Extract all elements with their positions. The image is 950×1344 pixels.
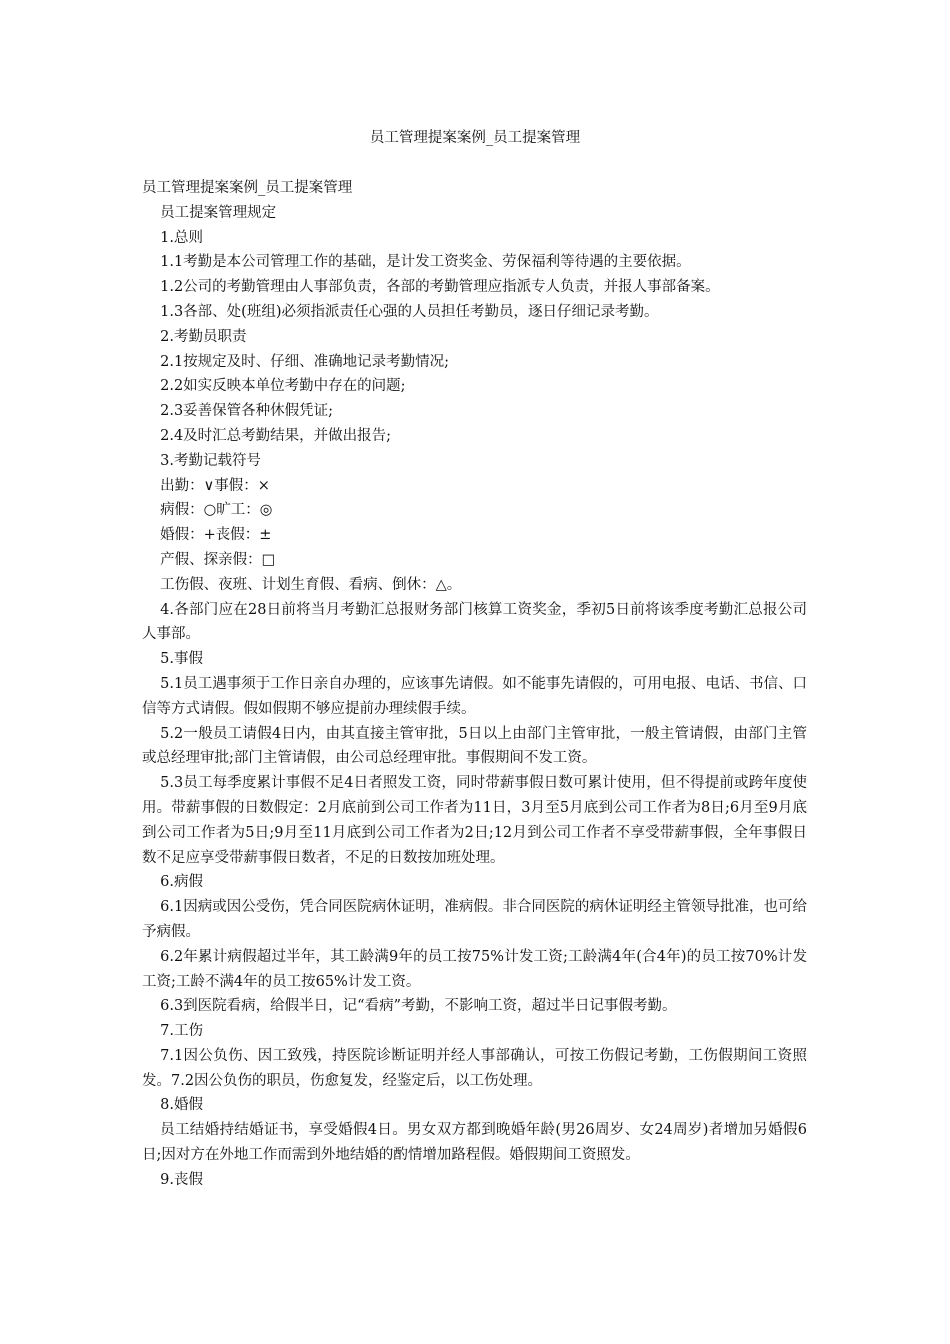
document-body <box>142 176 807 1193</box>
document-paragraph: 5.3员工每季度累计事假不足4日者照发工资，同时带薪事假日数可累计使用，但不得提前或跨年度使用。带薪事假的日数假定：2月底前到公司工作者为11日，3月至5月底到公司工作者为8日;6月至9月底到公司工作者为5日;9月至11月底到公司工作者为2日;12月到公司工作者不享受带薪事假，全年事假日数不足应享受带薪事假日数者，不足的日数按加班处理。 <box>142 775 807 866</box>
document-paragraph: 6.3到医院看病，给假半日，记“看病”考勤，不影响工资，超过半日记事假考勤。 <box>160 998 677 1015</box>
document-paragraph: 5.1员工遇事须于工作日亲自办理的，应该事先请假。如不能事先请假的，可用电报、电话、书信、口信等方式请假。假如假期不够应提前办理续假手续。 <box>142 675 807 717</box>
document-paragraph: 2.考勤员职责 <box>160 328 247 345</box>
document-paragraph: 1.3各部、处(班组)必须指派责任心强的人员担任考勤员，逐日仔细记录考勤。 <box>160 303 659 320</box>
document-paragraph: 5.事假 <box>160 651 203 668</box>
document-paragraph: 出勤：∨事假：× <box>160 477 270 494</box>
document-paragraph: 4.各部门应在28日前将当月考勤汇总报财务部门核算工资奖金，季初5日前将该季度考勤汇总报公司人事部。 <box>142 601 807 643</box>
document-paragraph: 1.总则 <box>160 229 203 246</box>
document-paragraph: 2.3妥善保管各种休假凭证; <box>160 403 334 420</box>
document-paragraph: 5.2一般员工请假4日内，由其直接主管审批，5日以上由部门主管审批，一般主管请假，由部门主管或总经理审批;部门主管请假，由公司总经理审批。事假期间不发工资。 <box>142 725 807 767</box>
document-paragraph: 9.丧假 <box>160 1171 203 1188</box>
document-title: 员工管理提案案例_员工提案管理 <box>369 130 581 146</box>
document-paragraph: 8.婚假 <box>160 1097 203 1114</box>
document-paragraph: 7.工伤 <box>160 1023 203 1040</box>
document-paragraph: 6.病假 <box>160 874 203 891</box>
document-paragraph: 2.4及时汇总考勤结果，并做出报告; <box>160 427 392 444</box>
document-paragraph: 员工管理提案案例_员工提案管理 <box>142 180 353 196</box>
document-paragraph: 6.2年累计病假超过半年，其工龄满9年的员工按75%计发工资;工龄满4年(合4年)的员工按70%计发工资;工龄不满4年的员工按65%计发工资。 <box>142 948 807 990</box>
document-paragraph: 1.1考勤是本公司管理工作的基础，是计发工资奖金、劳保福利等待遇的主要依据。 <box>160 254 691 271</box>
document-paragraph: 产假、探亲假：□ <box>160 551 276 568</box>
document-paragraph: 1.2公司的考勤管理由人事部负责，各部的考勤管理应指派专人负责，并报人事部备案。 <box>160 279 720 296</box>
document-paragraph: 7.1因公负伤、因工致残，持医院诊断证明并经人事部确认，可按工伤假记考勤，工伤假期间工资照发。7.2因公负伤的职员，伤愈复发，经鉴定后，以工伤处理。 <box>142 1047 807 1089</box>
document-paragraph: 6.1因病或因公受伤，凭合同医院病休证明，准病假。非合同医院的病休证明经主管领导批准，也可给予病假。 <box>142 899 807 940</box>
document-paragraph: 工伤假、夜班、计划生育假、看病、倒休：△。 <box>160 576 462 593</box>
document-paragraph: 2.1按规定及时、仔细、准确地记录考勤情况; <box>160 353 450 370</box>
document-paragraph: 员工结婚持结婚证书，享受婚假4日。男女双方都到晚婚年龄(男26周岁、女24周岁)者增加另婚假6日;因对方在外地工作而需到外地结婚的酌情增加路程假。婚假期间工资照发。 <box>142 1122 807 1164</box>
document-paragraph: 病假：○旷工：◎ <box>160 502 273 519</box>
document-paragraph: 员工提案管理规定 <box>160 204 277 221</box>
document-paragraph: 婚假：+丧假：± <box>160 527 272 544</box>
document-paragraph: 2.2如实反映本单位考勤中存在的问题; <box>160 378 406 395</box>
document-paragraph: 3.考勤记载符号 <box>160 452 261 469</box>
